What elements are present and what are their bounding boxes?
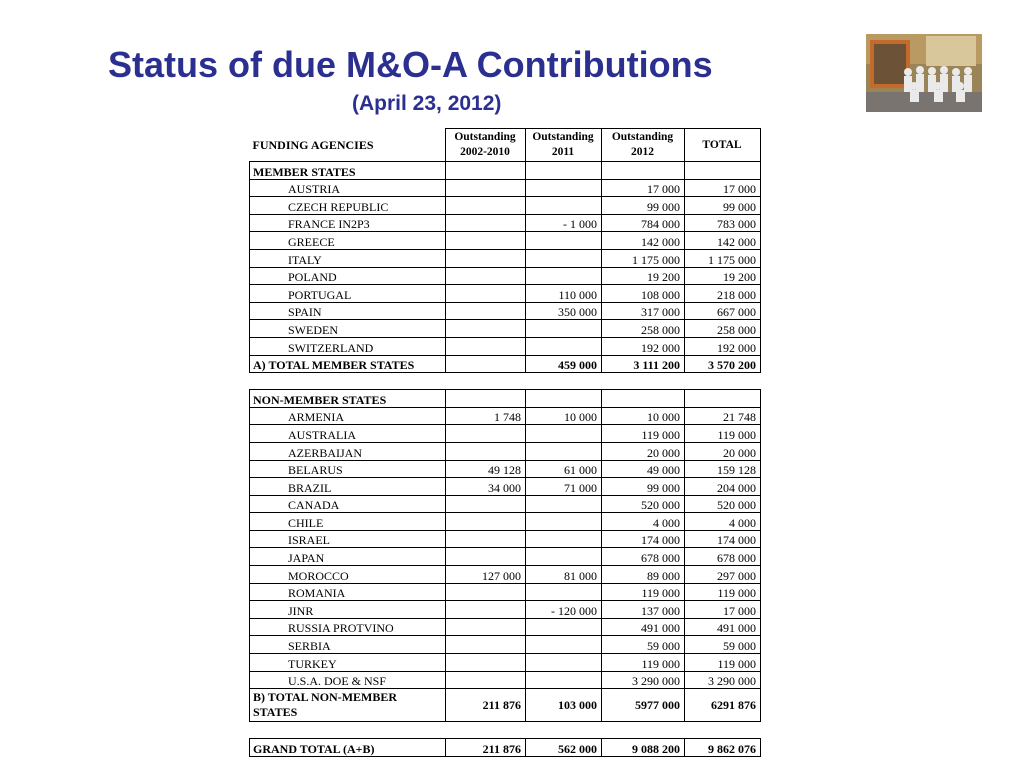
- amount-cell: 678 000: [602, 548, 685, 566]
- amount-cell: 159 128: [685, 460, 761, 478]
- amount-cell: 258 000: [685, 320, 761, 338]
- amount-cell: 19 200: [685, 267, 761, 285]
- amount-cell: - 1 000: [526, 214, 602, 232]
- amount-cell: [446, 232, 526, 250]
- agency-cell: ARMENIA: [250, 407, 446, 425]
- amount-cell: 71 000: [526, 478, 602, 496]
- amount-cell: 3 111 200: [602, 355, 685, 373]
- amount-cell: 5977 000: [602, 689, 685, 722]
- amount-cell: 678 000: [685, 548, 761, 566]
- agency-cell: MEMBER STATES: [250, 162, 446, 180]
- amount-cell: 142 000: [602, 232, 685, 250]
- agency-cell: A) TOTAL MEMBER STATES: [250, 355, 446, 373]
- agency-cell: CZECH REPUBLIC: [250, 197, 446, 215]
- amount-cell: 119 000: [602, 425, 685, 443]
- amount-cell: - 120 000: [526, 601, 602, 619]
- amount-cell: 34 000: [446, 478, 526, 496]
- contributions-table: [249, 128, 761, 757]
- amount-cell: [446, 425, 526, 443]
- amount-cell: [526, 654, 602, 672]
- agency-cell: AUSTRIA: [250, 179, 446, 197]
- amount-cell: [446, 337, 526, 355]
- agency-cell: BRAZIL: [250, 478, 446, 496]
- table-row: [250, 197, 761, 215]
- amount-cell: 258 000: [602, 320, 685, 338]
- amount-cell: 108 000: [602, 285, 685, 303]
- amount-cell: [446, 197, 526, 215]
- header-outstanding-2011: Outstanding 2011: [526, 129, 602, 162]
- amount-cell: [526, 636, 602, 654]
- amount-cell: [446, 320, 526, 338]
- section-member-states: [250, 162, 761, 180]
- table-row: [250, 583, 761, 601]
- amount-cell: 3 570 200: [685, 355, 761, 373]
- amount-cell: 119 000: [602, 583, 685, 601]
- amount-cell: 9 088 200: [602, 739, 685, 757]
- amount-cell: 520 000: [602, 495, 685, 513]
- amount-cell: 459 000: [526, 355, 602, 373]
- amount-cell: 3 290 000: [685, 671, 761, 689]
- section-non-member-states: [250, 390, 761, 408]
- amount-cell: 1 748: [446, 407, 526, 425]
- table-row: [250, 442, 761, 460]
- amount-cell: 103 000: [526, 689, 602, 722]
- header-funding-agencies: FUNDING AGENCIES: [250, 129, 446, 162]
- agency-cell: GRAND TOTAL (A+B): [250, 739, 446, 757]
- amount-cell: 20 000: [602, 442, 685, 460]
- table-row: [250, 671, 761, 689]
- amount-cell: 20 000: [685, 442, 761, 460]
- amount-cell: 204 000: [685, 478, 761, 496]
- amount-cell: 21 748: [685, 407, 761, 425]
- amount-cell: [446, 636, 526, 654]
- amount-cell: [526, 249, 602, 267]
- amount-cell: 211 876: [446, 739, 526, 757]
- table-row: [250, 636, 761, 654]
- amount-cell: [446, 390, 526, 408]
- amount-cell: [446, 513, 526, 531]
- agency-cell: B) TOTAL NON-MEMBER STATES: [250, 689, 446, 722]
- amount-cell: 491 000: [602, 618, 685, 636]
- amount-cell: [602, 162, 685, 180]
- agency-cell: NON-MEMBER STATES: [250, 390, 446, 408]
- amount-cell: [526, 337, 602, 355]
- amount-cell: 350 000: [526, 302, 602, 320]
- table-spacer-row: [250, 373, 761, 390]
- agency-cell: RUSSIA PROTVINO: [250, 618, 446, 636]
- amount-cell: 520 000: [685, 495, 761, 513]
- amount-cell: 297 000: [685, 566, 761, 584]
- agency-cell: AUSTRALIA: [250, 425, 446, 443]
- table-row: [250, 478, 761, 496]
- table-row: [250, 285, 761, 303]
- amount-cell: [446, 618, 526, 636]
- amount-cell: [526, 495, 602, 513]
- amount-cell: 562 000: [526, 739, 602, 757]
- spacer-cell: [250, 722, 761, 739]
- amount-cell: 142 000: [685, 232, 761, 250]
- table-row: [250, 302, 761, 320]
- amount-cell: [526, 162, 602, 180]
- amount-cell: 127 000: [446, 566, 526, 584]
- amount-cell: 174 000: [602, 530, 685, 548]
- amount-cell: [446, 654, 526, 672]
- amount-cell: 783 000: [685, 214, 761, 232]
- table-row: [250, 407, 761, 425]
- amount-cell: [446, 548, 526, 566]
- agency-cell: MOROCCO: [250, 566, 446, 584]
- header-outstanding-2012: Outstanding 2012: [602, 129, 685, 162]
- amount-cell: 4 000: [685, 513, 761, 531]
- team-photo-icon: [866, 34, 982, 112]
- grand-total-row: [250, 739, 761, 757]
- page-title: Status of due M&O-A Contributions: [108, 44, 713, 85]
- amount-cell: 211 876: [446, 689, 526, 722]
- amount-cell: 99 000: [602, 478, 685, 496]
- agency-cell: U.S.A. DOE & NSF: [250, 671, 446, 689]
- amount-cell: 491 000: [685, 618, 761, 636]
- amount-cell: [526, 425, 602, 443]
- table-row: [250, 513, 761, 531]
- amount-cell: 17 000: [602, 179, 685, 197]
- amount-cell: 61 000: [526, 460, 602, 478]
- table-spacer-row: [250, 722, 761, 739]
- amount-cell: [602, 390, 685, 408]
- amount-cell: 59 000: [602, 636, 685, 654]
- table-row: [250, 601, 761, 619]
- amount-cell: [446, 671, 526, 689]
- table-row: [250, 548, 761, 566]
- table-row: [250, 566, 761, 584]
- amount-cell: 317 000: [602, 302, 685, 320]
- amount-cell: 119 000: [685, 583, 761, 601]
- header-outstanding-2002-2010: Outstanding 2002-2010: [446, 129, 526, 162]
- amount-cell: [446, 302, 526, 320]
- amount-cell: 81 000: [526, 566, 602, 584]
- agency-cell: CANADA: [250, 495, 446, 513]
- amount-cell: [526, 513, 602, 531]
- amount-cell: [526, 530, 602, 548]
- amount-cell: 192 000: [602, 337, 685, 355]
- table-row: [250, 618, 761, 636]
- agency-cell: POLAND: [250, 267, 446, 285]
- amount-cell: [446, 583, 526, 601]
- table-row: [250, 337, 761, 355]
- agency-cell: PORTUGAL: [250, 285, 446, 303]
- table-row: [250, 530, 761, 548]
- table-row: [250, 654, 761, 672]
- agency-cell: JINR: [250, 601, 446, 619]
- amount-cell: 137 000: [602, 601, 685, 619]
- amount-cell: 174 000: [685, 530, 761, 548]
- agency-cell: SERBIA: [250, 636, 446, 654]
- amount-cell: [446, 179, 526, 197]
- agency-cell: AZERBAIJAN: [250, 442, 446, 460]
- amount-cell: [526, 583, 602, 601]
- amount-cell: 59 000: [685, 636, 761, 654]
- amount-cell: 89 000: [602, 566, 685, 584]
- amount-cell: [446, 601, 526, 619]
- amount-cell: 667 000: [685, 302, 761, 320]
- amount-cell: 784 000: [602, 214, 685, 232]
- amount-cell: [446, 162, 526, 180]
- amount-cell: [526, 320, 602, 338]
- agency-cell: ROMANIA: [250, 583, 446, 601]
- amount-cell: 17 000: [685, 179, 761, 197]
- agency-cell: SPAIN: [250, 302, 446, 320]
- amount-cell: 3 290 000: [602, 671, 685, 689]
- amount-cell: [446, 495, 526, 513]
- amount-cell: [526, 618, 602, 636]
- agency-cell: GREECE: [250, 232, 446, 250]
- nonmember-total-row: [250, 689, 761, 722]
- amount-cell: [526, 442, 602, 460]
- amount-cell: [526, 390, 602, 408]
- amount-cell: [526, 671, 602, 689]
- amount-cell: 119 000: [602, 654, 685, 672]
- agency-cell: JAPAN: [250, 548, 446, 566]
- amount-cell: 99 000: [602, 197, 685, 215]
- amount-cell: 119 000: [685, 654, 761, 672]
- amount-cell: 17 000: [685, 601, 761, 619]
- amount-cell: [446, 267, 526, 285]
- agency-cell: SWITZERLAND: [250, 337, 446, 355]
- agency-cell: ISRAEL: [250, 530, 446, 548]
- amount-cell: [446, 214, 526, 232]
- amount-cell: 9 862 076: [685, 739, 761, 757]
- amount-cell: 49 000: [602, 460, 685, 478]
- amount-cell: [446, 530, 526, 548]
- table-row: [250, 179, 761, 197]
- amount-cell: 192 000: [685, 337, 761, 355]
- table-row: [250, 214, 761, 232]
- table-row: [250, 320, 761, 338]
- spacer-cell: [250, 373, 761, 390]
- table-row: [250, 249, 761, 267]
- amount-cell: [685, 390, 761, 408]
- amount-cell: [446, 285, 526, 303]
- amount-cell: 49 128: [446, 460, 526, 478]
- amount-cell: 1 175 000: [602, 249, 685, 267]
- agency-cell: ITALY: [250, 249, 446, 267]
- header-total: TOTAL: [685, 129, 761, 162]
- amount-cell: 119 000: [685, 425, 761, 443]
- amount-cell: [526, 179, 602, 197]
- amount-cell: 110 000: [526, 285, 602, 303]
- amount-cell: [446, 442, 526, 460]
- amount-cell: [526, 197, 602, 215]
- amount-cell: 1 175 000: [685, 249, 761, 267]
- table-row: [250, 495, 761, 513]
- amount-cell: 6291 876: [685, 689, 761, 722]
- member-total-row: [250, 355, 761, 373]
- amount-cell: [685, 162, 761, 180]
- agency-cell: BELARUS: [250, 460, 446, 478]
- amount-cell: [446, 249, 526, 267]
- table-row: [250, 267, 761, 285]
- amount-cell: 4 000: [602, 513, 685, 531]
- page-subtitle: (April 23, 2012): [352, 92, 502, 115]
- agency-cell: FRANCE IN2P3: [250, 214, 446, 232]
- agency-cell: CHILE: [250, 513, 446, 531]
- table-row: [250, 425, 761, 443]
- table-row: [250, 460, 761, 478]
- amount-cell: 19 200: [602, 267, 685, 285]
- amount-cell: [526, 267, 602, 285]
- amount-cell: 10 000: [602, 407, 685, 425]
- table-header-row: [250, 129, 761, 162]
- agency-cell: SWEDEN: [250, 320, 446, 338]
- agency-cell: TURKEY: [250, 654, 446, 672]
- amount-cell: [526, 548, 602, 566]
- amount-cell: 10 000: [526, 407, 602, 425]
- amount-cell: 218 000: [685, 285, 761, 303]
- amount-cell: 99 000: [685, 197, 761, 215]
- table-row: [250, 232, 761, 250]
- amount-cell: [446, 355, 526, 373]
- amount-cell: [526, 232, 602, 250]
